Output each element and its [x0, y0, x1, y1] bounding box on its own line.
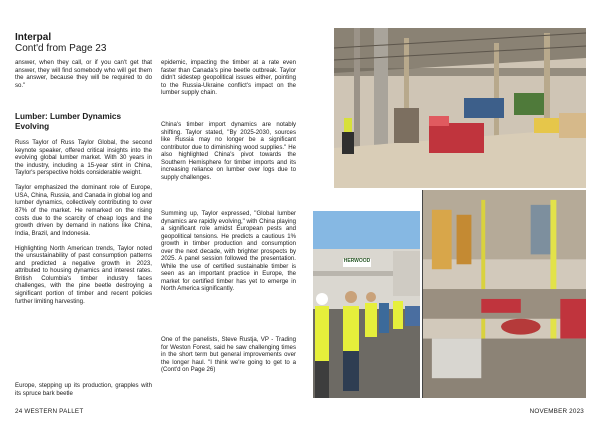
paragraph: Europe, stepping up its production, grapples with its spruce bark beetle	[15, 382, 152, 397]
machinery-photo	[420, 188, 586, 398]
paragraph: answer, when they call, or if you can't get that answer, they will find somebody who will get them the answer, because they will be required to do so."	[15, 59, 152, 89]
column-2-panel	[161, 336, 296, 374]
footer-date: NOVEMBER 2023	[529, 408, 584, 415]
column-1-tail	[15, 382, 152, 397]
building-sign: HERWOOD	[343, 258, 371, 264]
column-2-china	[161, 121, 296, 181]
section-heading: Lumber: Lumber Dynamics Evolving	[15, 112, 122, 131]
paragraph: epidemic, impacting the timber at a rate even faster than Canada's pine beetle outbreak. Taylor didn't sidestep geopolitical issues either, pointing to the Russia-Ukraine conflict's impact on the lumber supply chain.	[161, 59, 296, 97]
column-1-body	[15, 139, 152, 305]
column-2-summary	[161, 210, 296, 293]
page-title: Interpal	[15, 32, 52, 43]
column-2-intro	[161, 59, 296, 97]
paragraph: China's timber import dynamics are notably shifting. Taylor stated, "By 2025-2030, sources like Russia may no longer be a significant contributor due to diminishing wood supplies." He also highlighted China's pivot towards the Southern Hemisphere for timber imports and its increasing reliance on lumber over logs due to supply challenges.	[161, 121, 296, 181]
footer-page-label: 24 WESTERN PALLET	[15, 408, 84, 415]
column-1-intro	[15, 59, 152, 89]
paragraph: Highlighting North American trends, Taylor noted the unsustainability of past consumption patterns and predicted a negative growth in 2023, attributed to housing dynamics and interest rates. British Columbia's timber industry faces challenges, with the pine beetle destroying a significant portion of timber and recent policies further limiting harvesting.	[15, 244, 152, 305]
warehouse-photo	[334, 28, 586, 188]
paragraph: One of the panelists, Steve Rustja, VP - Trading for Weston Forest, said he saw challenging times in the short term but general improvements over the longer haul. "I think we're going to get to a (Cont'd on Page 26)	[161, 336, 296, 374]
paragraph: Summing up, Taylor expressed, "Global lumber dynamics are rapidly evolving," with China playing a significant role amidst European pests and geopolitical tensions. He predicts a cautious 1% growth in timber production and consumption over the next decade, with brighter prospects by 2025. A panel session followed the presentation. While the use of certified sustainable timber is seen as an important practice in Europe, the market for certified timber has yet to emerge in North America significantly.	[161, 210, 296, 293]
paragraph: Russ Taylor of Russ Taylor Global, the second keynote speaker, offered critical insights into the evolving global lumber market. With 30 years in the industry, including a 15-year stint in China, Taylor's perspective holds considerable weight.	[15, 139, 152, 177]
outdoor-building-photo	[313, 211, 420, 398]
page-subtitle: Cont'd from Page 23	[15, 43, 107, 54]
paragraph: Taylor emphasized the dominant role of Europe, USA, China, Russia, and Canada in global log and lumber dynamics, collectively contributing to over 87% of the market. He remarked on the rising costs due to the scarcity of cheap logs and the growth driven by demand in nations like China, India, Brazil, and Indonesia.	[15, 184, 152, 237]
